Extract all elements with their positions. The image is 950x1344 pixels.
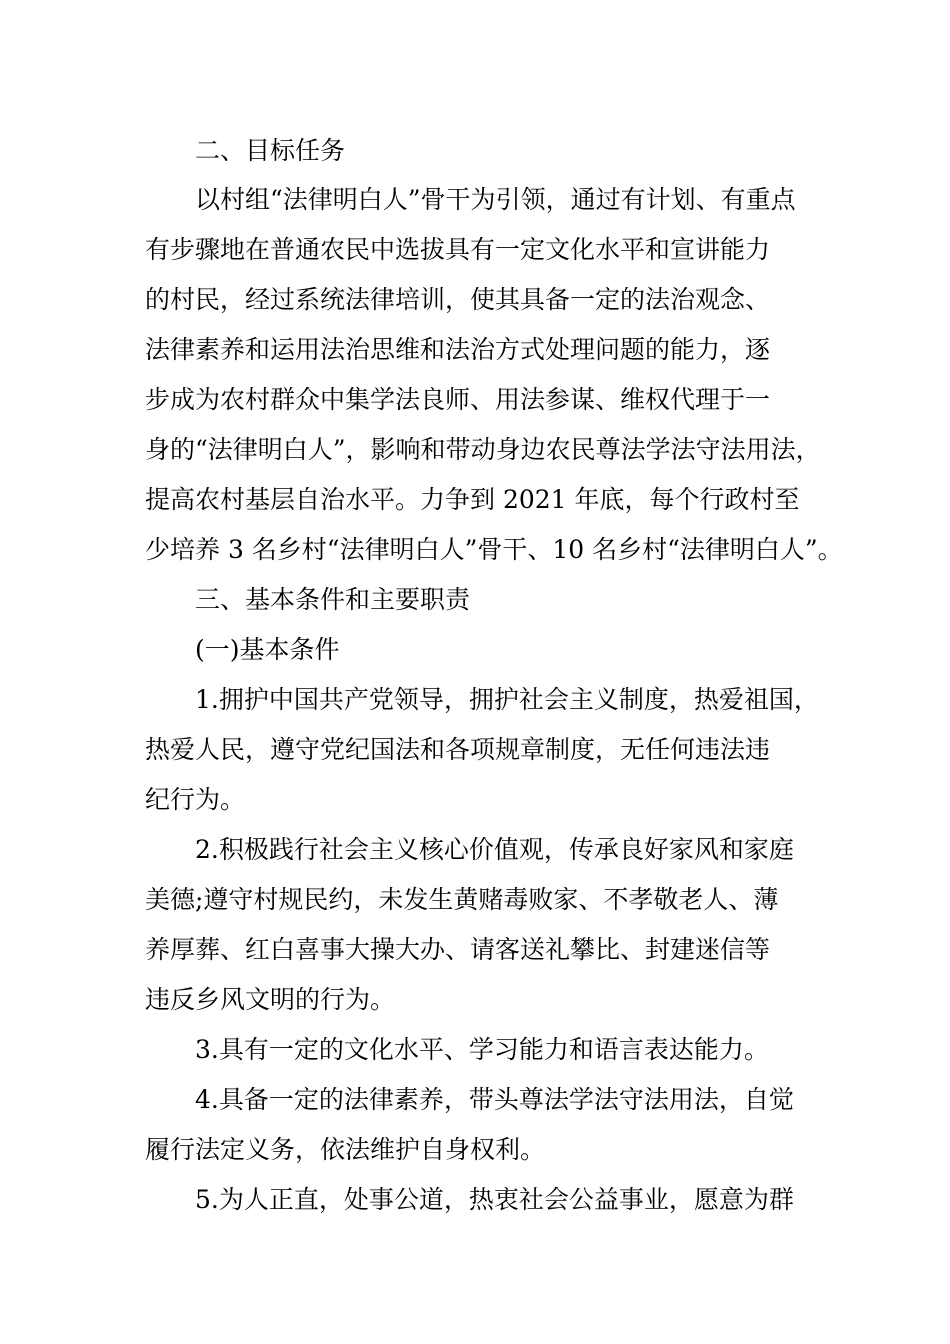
list-item-line: 5.为人正直，处事公道，热衷社会公益事业，愿意为群	[195, 1185, 794, 1214]
paragraph-line: 的村民，经过系统法律培训，使其具备一定的法治观念、	[145, 285, 771, 314]
paragraph-line: 以村组“法律明白人”骨干为引领，通过有计划、有重点	[195, 185, 796, 214]
list-item-line: 1.拥护中国共产党领导，拥护社会主义制度，热爱祖国，	[195, 685, 819, 714]
list-item-line: 3.具有一定的文化水平、学习能力和语言表达能力。	[195, 1035, 769, 1064]
heading-goals-tasks: 二、目标任务	[195, 136, 346, 165]
paragraph-line: 法律素养和运用法治思维和法治方式处理问题的能力，逐	[145, 335, 771, 364]
subheading-basic-conditions: (一)基本条件	[195, 635, 340, 664]
paragraph-line: 提高农村基层自治水平。力争到 2021 年底，每个行政村至	[145, 485, 800, 514]
list-item-line: 热爱人民，遵守党纪国法和各项规章制度，无任何违法违	[145, 735, 771, 764]
paragraph-line: 有步骤地在普通农民中选拔具有一定文化水平和宣讲能力	[145, 235, 771, 264]
list-item-line: 2.积极践行社会主义核心价值观，传承良好家风和家庭	[195, 835, 794, 864]
heading-basic-conditions-duties: 三、基本条件和主要职责	[195, 585, 471, 614]
paragraph-line: 步成为农村群众中集学法良师、用法参谋、维权代理于一	[145, 385, 771, 414]
list-item-line: 履行法定义务，依法维护自身权利。	[145, 1135, 546, 1164]
list-item-line: 违反乡风文明的行为。	[145, 985, 396, 1014]
paragraph-line: 身的“法律明白人”，影响和带动身边农民尊法学法守法用法，	[145, 435, 821, 464]
list-item-line: 养厚葬、红白喜事大操大办、请客送礼攀比、封建迷信等	[145, 935, 771, 964]
paragraph-line: 少培养 3 名乡村“法律明白人”骨干、10 名乡村“法律明白人”。	[145, 535, 843, 564]
list-item-line: 美德;遵守村规民约，未发生黄赌毒败家、不孝敬老人、薄	[145, 885, 779, 914]
list-item-line: 纪行为。	[145, 785, 246, 814]
list-item-line: 4.具备一定的法律素养，带头尊法学法守法用法，自觉	[195, 1085, 794, 1114]
